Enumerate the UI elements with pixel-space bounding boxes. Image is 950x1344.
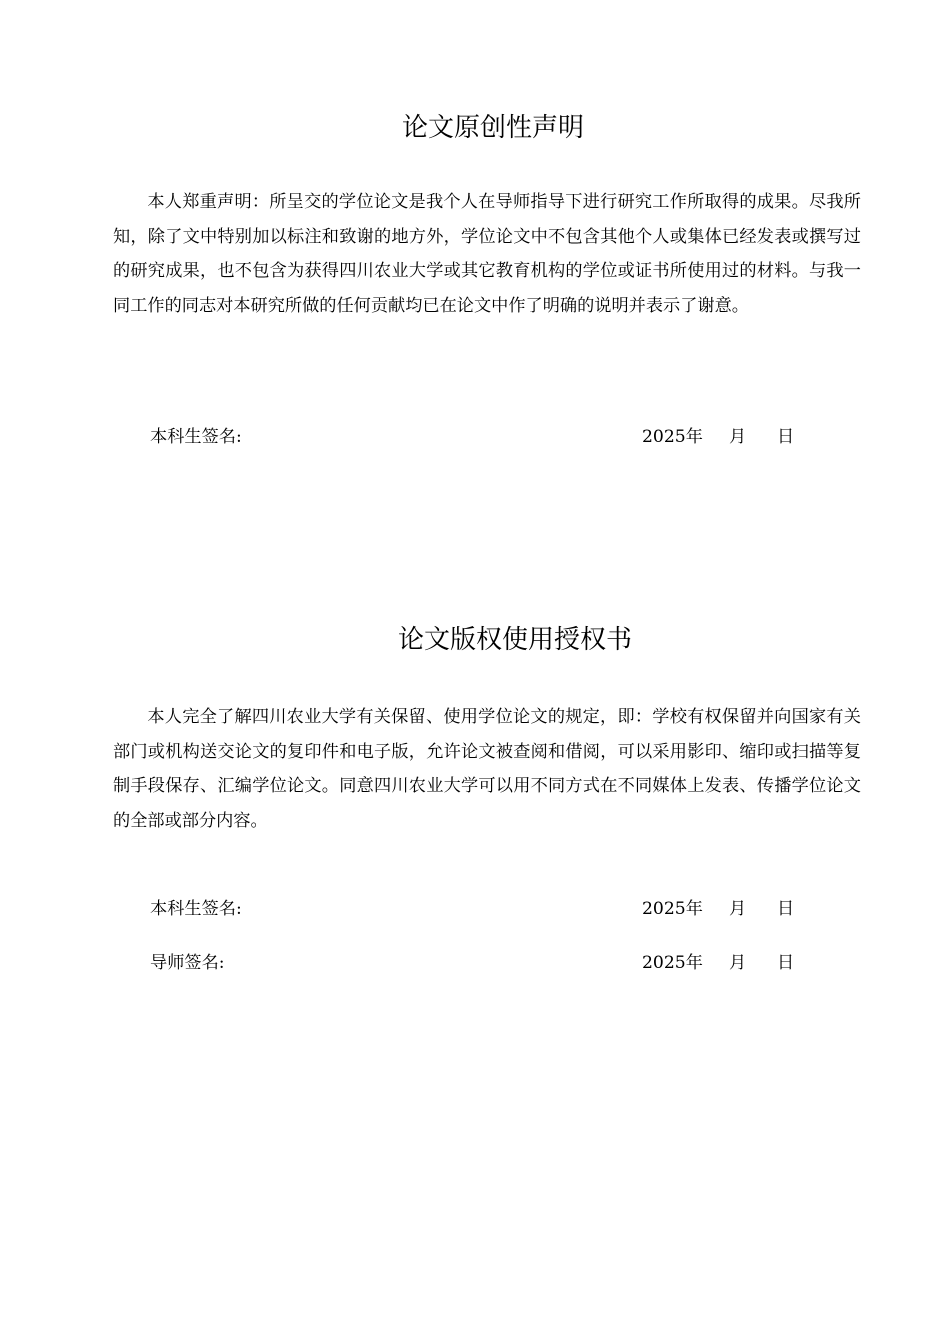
signature-month: 月 xyxy=(729,427,747,447)
copyright-student-signature-row xyxy=(150,894,850,924)
advisor-signature-label: 导师签名: xyxy=(150,953,225,973)
originality-title: 论文原创性声明 xyxy=(401,113,584,143)
signature-year: 2025年 xyxy=(642,427,703,447)
copyright-title: 论文版权使用授权书 xyxy=(397,625,632,655)
copyright-body: 本人完全了解四川农业大学有关保留、使用学位论文的规定，即：学校有权保留并向国家有关部门或机构送交论文的复印件和电子版，允许论文被查阅和借阅，可以采用影印、缩印或扫描等复制手段保存、汇编学位论文。同意四川农业大学可以用不同方式在不同媒体上发表、传播学位论文的全部或部分内容。 xyxy=(113,707,861,831)
signature-month: 月 xyxy=(729,899,747,919)
copyright-advisor-signature-row xyxy=(150,948,850,978)
signature-year: 2025年 xyxy=(642,899,703,919)
signature-label: 本科生签名: xyxy=(150,899,242,919)
originality-body: 本人郑重声明：所呈交的学位论文是我个人在导师指导下进行研究工作所取得的成果。尽我所知，除了文中特别加以标注和致谢的地方外，学位论文中不包含其他个人或集体已经发表或撰写过的研究成果，也不包含为获得四川农业大学或其它教育机构的学位或证书所使用过的材料。与我一同工作的同志对本研究所做的任何贡献均已在论文中作了明确的说明并表示了谢意。 xyxy=(113,192,861,316)
signature-day: 日 xyxy=(777,953,795,973)
copyright-section xyxy=(113,600,873,1000)
signature-day: 日 xyxy=(777,427,795,447)
originality-student-signature-row xyxy=(150,422,850,452)
signature-month: 月 xyxy=(729,953,747,973)
signature-year: 2025年 xyxy=(642,953,703,973)
signature-label: 本科生签名: xyxy=(150,427,242,447)
signature-day: 日 xyxy=(777,899,795,919)
originality-section xyxy=(113,0,873,480)
